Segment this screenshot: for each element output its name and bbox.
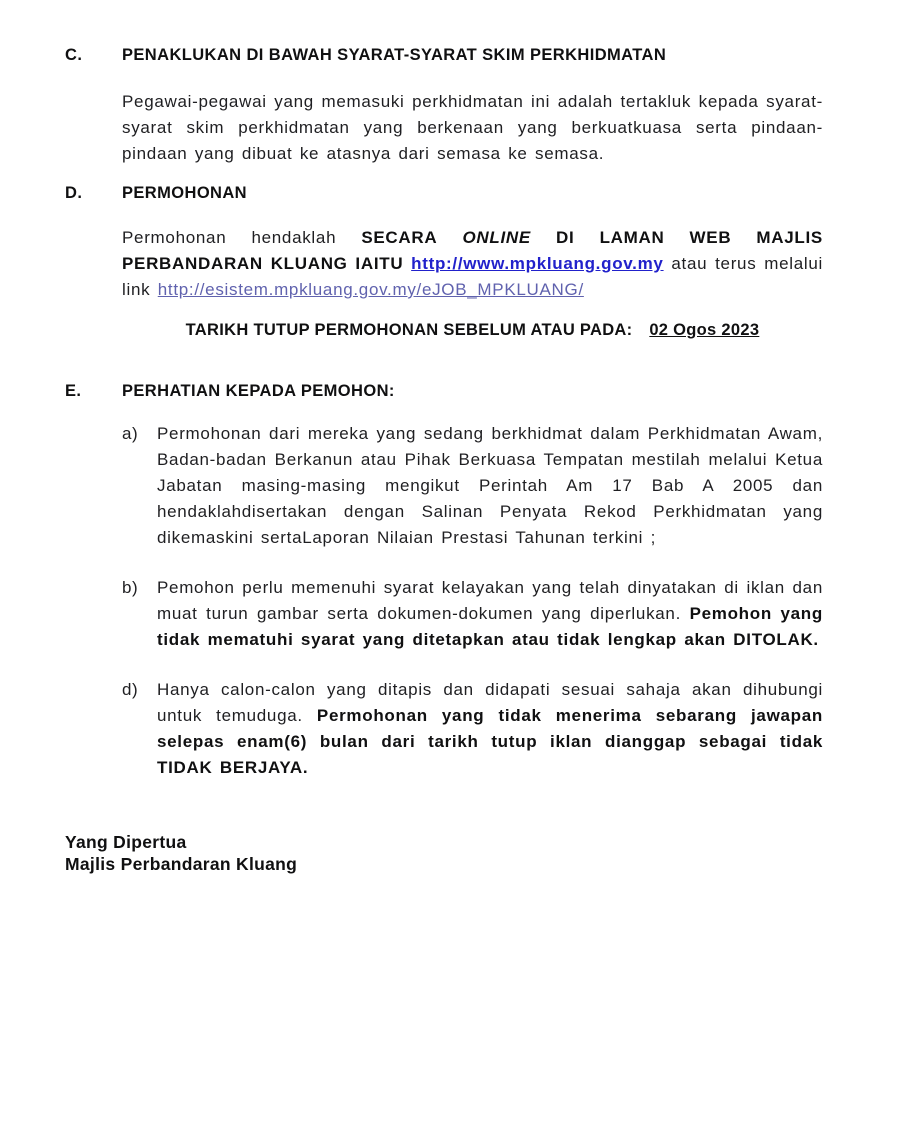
list-item-b-text [157,575,823,653]
list-item-d-marker: d) [122,680,139,699]
closing-date-line [122,319,823,341]
section-c-paragraph: Pegawai-pegawai yang memasuki perkhidmatan ini adalah tertakluk kepada syarat-syarat skim perkhidmatan yang berkenaan yang berkuatkuasa serta pindaan-pindaan yang dibuat ke atasnya dari semasa ke semasa. [122,92,823,163]
secara-bold-text: SECARA [361,228,438,247]
section-d [65,183,823,341]
section-d-heading: PERMOHONAN [122,184,248,202]
section-d-paragraph [122,225,823,303]
section-e-heading: PERHATIAN KEPADA PEMOHON: [122,382,395,400]
signature-organization: Majlis Perbandaran Kluang [65,854,298,874]
section-c-heading-row [65,45,823,65]
signature-block [65,831,823,875]
list-item-a-normal-text: Permohonan dari mereka yang sedang berkhidmat dalam Perkhidmatan Awam, Badan-badan Berkanun atau Pihak Berkuasa Tempatan mestilah melalui Ketua Jabatan masing-masing mengikut Perintah Am 17 Bab A 2005 dan hendaklahdisertakan dengan Salinan Penyata Rekod Perkhidmatan yang dikemaskini sertaLaporan Nilaian Prestasi Tahunan terkini ; [157,424,823,547]
section-d-letter: D. [65,184,83,202]
section-e-letter: E. [65,382,82,400]
section-e-heading-row [65,381,823,401]
section-c-heading: PENAKLUKAN DI BAWAH SYARAT-SYARAT SKIM PERKHIDMATAN [122,46,667,64]
list-item-b [122,575,823,653]
laman-web-bold-text: DI LAMAN WEB MAJLIS PERBANDARAN KLUANG IAITU [122,228,823,273]
list-item-d-text [157,677,823,781]
list-item-b-marker: b) [122,578,139,597]
section-c-letter: C. [65,46,83,64]
online-bold-italic-text: ONLINE [462,228,531,247]
list-item-a-marker: a) [122,424,139,443]
closing-date-value: 02 Ogos 2023 [649,321,760,339]
mpkluang-website-link[interactable]: http://www.mpkluang.gov.my [411,254,664,273]
section-e [65,381,823,781]
list-item-a [122,421,823,551]
list-item-a-text [157,421,823,551]
list-item-d [122,677,823,781]
section-d-heading-row [65,183,823,203]
atau-terus-text: atau terus melalui link [122,254,823,299]
list-item-d-bold-text: Permohonan yang tidak menerima sebarang jawapan selepas enam(6) bulan dari tarikh tutup iklan dianggap sebagai tidak TIDAK BERJAYA. [157,706,823,777]
esistem-ejob-link[interactable]: http://esistem.mpkluang.gov.my/eJOB_MPKLUANG/ [157,280,584,299]
signature-title: Yang Dipertua [65,832,187,852]
list-item-d-normal-text: Hanya calon-calon yang ditapis dan didapati sesuai sahaja akan dihubungi untuk temuduga. [157,680,823,725]
list-item-b-bold-text: Pemohon yang tidak mematuhi syarat yang ditetapkan atau tidak lengkap akan DITOLAK. [157,604,823,649]
application-intro-text: Permohonan hendaklah [122,228,337,247]
section-c [65,45,823,167]
closing-date-label: TARIKH TUTUP PERMOHONAN SEBELUM ATAU PADA: [185,321,633,339]
list-item-b-normal-text: Pemohon perlu memenuhi syarat kelayakan yang telah dinyatakan di iklan dan muat turun gambar serta dokumen-dokumen yang diperlukan. [157,578,823,623]
